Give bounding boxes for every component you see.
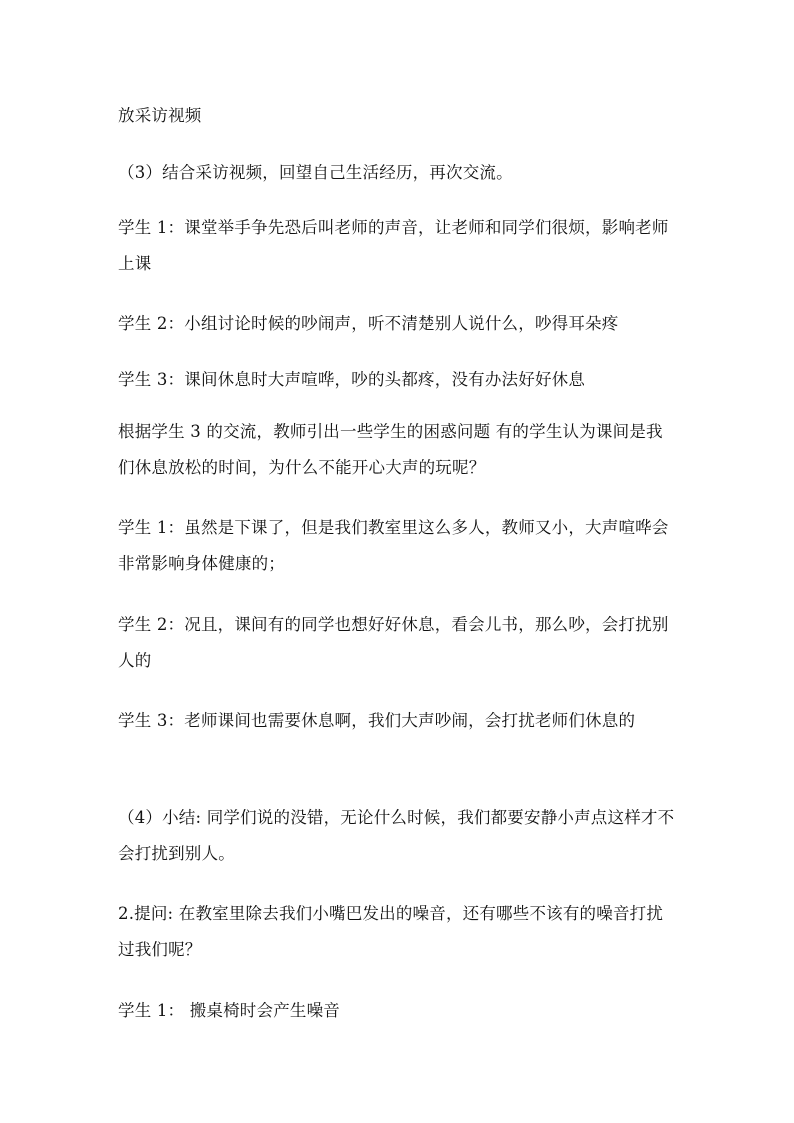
paragraph-question-2: 2.提问: 在教室里除去我们小嘴巴发出的噪音，还有哪些不该有的噪音打扰过我们呢？ xyxy=(118,904,664,959)
paragraph-student-1-c: 学生 1： 搬桌椅时会产生噪音 xyxy=(118,1001,340,1020)
paragraph-student-2-b: 学生 2：况且，课间有的同学也想好好休息，看会儿书，那么吵，会打扰别人的 xyxy=(118,615,669,670)
paragraph-teacher-question: 根据学生 3 的交流，教师引出一些学生的困惑问题 有的学生认为课间是我们休息放松的时间，为什么不能开心大声的玩呢？ xyxy=(118,422,663,477)
paragraph-student-1-a: 学生 1：课堂举手争先恐后叫老师的声音，让老师和同学们很烦，影响老师上课 xyxy=(118,218,669,273)
paragraph-play-video: 放采访视频 xyxy=(118,106,202,125)
paragraph-student-1-b: 学生 1：虽然是下课了，但是我们教室里这么多人，教师又小，大声喧哗会非常影响身体健康的； xyxy=(118,518,669,573)
paragraph-student-3-b: 学生 3：老师课间也需要休息啊，我们大声吵闹，会打扰老师们休息的 xyxy=(118,711,636,730)
paragraph-student-2-a: 学生 2：小组讨论时候的吵闹声，听不清楚别人说什么，吵得耳朵疼 xyxy=(118,314,619,333)
paragraph-summary: （4）小结: 同学们说的没错，无论什么时候，我们都要安静小声点这样才不会打扰到别人。 xyxy=(118,808,675,863)
paragraph-student-3-a: 学生 3：课间休息时大声喧哗，吵的头都疼，没有办法好好休息 xyxy=(118,370,586,389)
paragraph-step-3: （3）结合采访视频，回望自己生活经历，再次交流。 xyxy=(118,163,513,182)
